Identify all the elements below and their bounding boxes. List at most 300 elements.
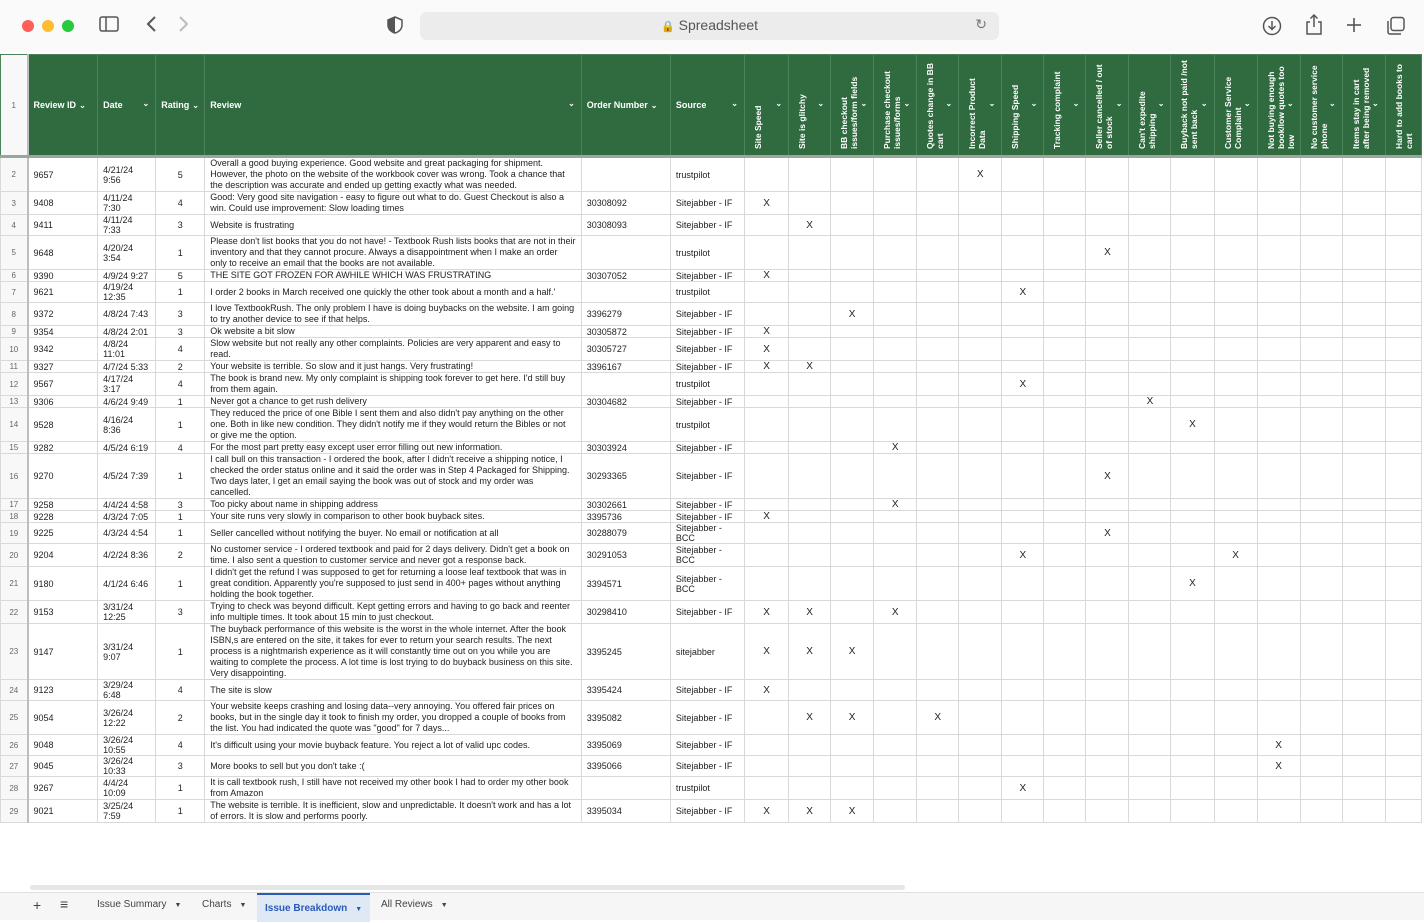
cell-source[interactable]: sitejabber: [670, 624, 744, 680]
cell-date[interactable]: 4/20/24 3:54: [98, 236, 156, 270]
cell-issue-flag[interactable]: [831, 454, 874, 499]
chevron-down-icon[interactable]: ▼: [174, 902, 182, 909]
cell-date[interactable]: 3/26/24 10:33: [98, 756, 156, 777]
cell-order-number[interactable]: 3395066: [581, 756, 670, 777]
cell-issue-flag[interactable]: X: [745, 680, 789, 701]
cell-issue-flag[interactable]: [1385, 499, 1421, 511]
cell-issue-flag[interactable]: [1129, 680, 1171, 701]
cell-order-number[interactable]: 30298410: [581, 601, 670, 624]
cell-issue-flag[interactable]: [789, 326, 831, 338]
cell-issue-flag[interactable]: [1002, 454, 1044, 499]
cell-issue-flag[interactable]: [1342, 499, 1385, 511]
cell-issue-flag[interactable]: [745, 735, 789, 756]
cell-issue-flag[interactable]: [1044, 601, 1086, 624]
cell-issue-flag[interactable]: [1385, 523, 1421, 544]
column-header-issue[interactable]: [1214, 55, 1257, 157]
cell-issue-flag[interactable]: [1257, 777, 1300, 800]
cell-issue-flag[interactable]: [1044, 701, 1086, 735]
column-header-issue[interactable]: [917, 55, 959, 157]
cell-issue-flag[interactable]: [1342, 236, 1385, 270]
cell-issue-flag[interactable]: [1129, 454, 1171, 499]
cell-issue-flag[interactable]: [1044, 338, 1086, 361]
cell-issue-flag[interactable]: [1300, 511, 1342, 523]
cell-issue-flag[interactable]: [1171, 735, 1214, 756]
cell-review[interactable]: Too picky about name in shipping address: [205, 499, 582, 511]
cell-issue-flag[interactable]: [1044, 544, 1086, 567]
row-number[interactable]: 13: [1, 396, 28, 408]
cell-issue-flag[interactable]: [874, 523, 917, 544]
column-header-issue[interactable]: [959, 55, 1002, 157]
cell-review[interactable]: The website is terrible. It is inefficient, slow and unpredictable. It doesn't work and has a lot of errors. It is slow and performs poorly.: [205, 800, 582, 823]
cell-issue-flag[interactable]: X: [959, 157, 1002, 192]
cell-issue-flag[interactable]: [1086, 326, 1129, 338]
cell-issue-flag[interactable]: X: [789, 215, 831, 236]
cell-issue-flag[interactable]: X: [745, 338, 789, 361]
tabs-overview-icon[interactable]: [1385, 16, 1407, 40]
cell-source[interactable]: trustpilot: [670, 157, 744, 192]
cell-issue-flag[interactable]: [1342, 523, 1385, 544]
cell-issue-flag[interactable]: [874, 282, 917, 303]
column-header-issue[interactable]: [1129, 55, 1171, 157]
cell-source[interactable]: Sitejabber - IF: [670, 454, 744, 499]
cell-issue-flag[interactable]: [1214, 236, 1257, 270]
cell-issue-flag[interactable]: [1385, 800, 1421, 823]
row-number[interactable]: 19: [1, 523, 28, 544]
cell-issue-flag[interactable]: [959, 601, 1002, 624]
cell-date[interactable]: 4/3/24 4:54: [98, 523, 156, 544]
cell-source[interactable]: Sitejabber - IF: [670, 735, 744, 756]
cell-issue-flag[interactable]: [1129, 601, 1171, 624]
cell-date[interactable]: 4/17/24 3:17: [98, 373, 156, 396]
cell-issue-flag[interactable]: [1002, 511, 1044, 523]
cell-review-id[interactable]: 9147: [28, 624, 98, 680]
cell-order-number[interactable]: [581, 777, 670, 800]
cell-issue-flag[interactable]: [745, 499, 789, 511]
cell-date[interactable]: 4/6/24 9:49: [98, 396, 156, 408]
cell-review[interactable]: Your website keeps crashing and losing data--very annoying. You offered fair prices on books, but in the single day it took to finish my order, you dropped a couple of books from the list. You had indicated the quote was "good" for 7 days...: [205, 701, 582, 735]
cell-issue-flag[interactable]: [874, 270, 917, 282]
cell-date[interactable]: 4/16/24 8:36: [98, 408, 156, 442]
cell-issue-flag[interactable]: [1342, 454, 1385, 499]
cell-issue-flag[interactable]: [745, 396, 789, 408]
row-number[interactable]: 16: [1, 454, 28, 499]
cell-issue-flag[interactable]: [1214, 326, 1257, 338]
cell-issue-flag[interactable]: [789, 338, 831, 361]
cell-issue-flag[interactable]: [1385, 373, 1421, 396]
cell-issue-flag[interactable]: [959, 326, 1002, 338]
cell-issue-flag[interactable]: [745, 454, 789, 499]
cell-issue-flag[interactable]: X: [1171, 567, 1214, 601]
cell-issue-flag[interactable]: [1257, 442, 1300, 454]
cell-issue-flag[interactable]: [1044, 396, 1086, 408]
chevron-down-icon[interactable]: ⌄: [775, 99, 783, 108]
forward-icon[interactable]: [175, 15, 193, 37]
cell-issue-flag[interactable]: [789, 396, 831, 408]
cell-issue-flag[interactable]: [917, 408, 959, 442]
cell-issue-flag[interactable]: [789, 454, 831, 499]
cell-issue-flag[interactable]: [874, 326, 917, 338]
row-number[interactable]: 4: [1, 215, 28, 236]
cell-issue-flag[interactable]: [1044, 777, 1086, 800]
cell-issue-flag[interactable]: [1257, 511, 1300, 523]
cell-source[interactable]: Sitejabber - IF: [670, 701, 744, 735]
cell-issue-flag[interactable]: [1342, 373, 1385, 396]
cell-review-id[interactable]: 9258: [28, 499, 98, 511]
cell-issue-flag[interactable]: [917, 499, 959, 511]
cell-issue-flag[interactable]: [1214, 523, 1257, 544]
cell-issue-flag[interactable]: [831, 192, 874, 215]
cell-issue-flag[interactable]: [1257, 282, 1300, 303]
chevron-down-icon[interactable]: ⌄: [568, 99, 575, 108]
cell-issue-flag[interactable]: [917, 442, 959, 454]
cell-date[interactable]: 4/21/24 9:56: [98, 157, 156, 192]
cell-issue-flag[interactable]: [917, 601, 959, 624]
cell-issue-flag[interactable]: [1257, 215, 1300, 236]
cell-issue-flag[interactable]: [917, 735, 959, 756]
cell-issue-flag[interactable]: [959, 567, 1002, 601]
cell-issue-flag[interactable]: [1257, 601, 1300, 624]
cell-review-id[interactable]: 9390: [28, 270, 98, 282]
cell-review[interactable]: They reduced the price of one Bible I sent them and also didn't pay anything on the other one. Both in like new condition. They didn't notify me if they would return the Bibles or not or give me the option.: [205, 408, 582, 442]
cell-issue-flag[interactable]: [1342, 303, 1385, 326]
cell-review[interactable]: Slow website but not really any other complaints. Policies are very apparent and easy to read.: [205, 338, 582, 361]
cell-issue-flag[interactable]: [1086, 338, 1129, 361]
column-header-issue[interactable]: [1300, 55, 1342, 157]
cell-source[interactable]: Sitejabber - IF: [670, 756, 744, 777]
cell-issue-flag[interactable]: [874, 408, 917, 442]
chevron-down-icon[interactable]: ⌄: [142, 99, 150, 108]
cell-review-id[interactable]: 9567: [28, 373, 98, 396]
chevron-down-icon[interactable]: ⌄: [1328, 99, 1336, 108]
cell-issue-flag[interactable]: [1044, 523, 1086, 544]
cell-issue-flag[interactable]: [1086, 680, 1129, 701]
cell-issue-flag[interactable]: [1002, 499, 1044, 511]
cell-issue-flag[interactable]: X: [789, 701, 831, 735]
cell-issue-flag[interactable]: [1171, 454, 1214, 499]
cell-issue-flag[interactable]: [959, 701, 1002, 735]
cell-issue-flag[interactable]: [1086, 800, 1129, 823]
cell-issue-flag[interactable]: [1086, 701, 1129, 735]
cell-issue-flag[interactable]: [874, 567, 917, 601]
cell-issue-flag[interactable]: [1086, 270, 1129, 282]
cell-issue-flag[interactable]: [789, 735, 831, 756]
cell-issue-flag[interactable]: [831, 396, 874, 408]
cell-issue-flag[interactable]: [1002, 680, 1044, 701]
cell-issue-flag[interactable]: [1044, 215, 1086, 236]
cell-issue-flag[interactable]: [1086, 601, 1129, 624]
cell-issue-flag[interactable]: [789, 282, 831, 303]
cell-order-number[interactable]: 30307052: [581, 270, 670, 282]
cell-rating[interactable]: 3: [156, 756, 205, 777]
cell-order-number[interactable]: 30302661: [581, 499, 670, 511]
cell-review[interactable]: The buyback performance of this website is the worst in the whole internet. After the book ISBN,s are entered on the site, it takes for ever to return your search results. The next process is a nightmarish experience as it will constantly time out on you while you are waiting to complete the process. A lot time is lost trying to do buyback business on this site. Very disappointing.: [205, 624, 582, 680]
cell-issue-flag[interactable]: [831, 270, 874, 282]
cell-rating[interactable]: 2: [156, 701, 205, 735]
cell-review[interactable]: No customer service - I ordered textbook and paid for 2 days delivery. Didn't get a book on time. I also sent a question to customer service and never got a response back.: [205, 544, 582, 567]
cell-source[interactable]: Sitejabber - BCC: [670, 544, 744, 567]
cell-issue-flag[interactable]: [1129, 777, 1171, 800]
cell-issue-flag[interactable]: [1129, 756, 1171, 777]
cell-issue-flag[interactable]: [874, 373, 917, 396]
cell-issue-flag[interactable]: [1129, 408, 1171, 442]
cell-issue-flag[interactable]: [1385, 544, 1421, 567]
cell-date[interactable]: 4/4/24 10:09: [98, 777, 156, 800]
row-number[interactable]: 1: [1, 55, 28, 157]
cell-issue-flag[interactable]: [1171, 361, 1214, 373]
cell-issue-flag[interactable]: [789, 442, 831, 454]
cell-order-number[interactable]: 3395069: [581, 735, 670, 756]
cell-order-number[interactable]: 30308093: [581, 215, 670, 236]
cell-issue-flag[interactable]: [874, 756, 917, 777]
cell-issue-flag[interactable]: [1086, 499, 1129, 511]
cell-source[interactable]: Sitejabber - IF: [670, 511, 744, 523]
cell-review-id[interactable]: 9180: [28, 567, 98, 601]
cell-issue-flag[interactable]: [1214, 408, 1257, 442]
cell-issue-flag[interactable]: [1044, 326, 1086, 338]
cell-issue-flag[interactable]: [1257, 373, 1300, 396]
column-header-issue[interactable]: [1002, 55, 1044, 157]
cell-issue-flag[interactable]: [1044, 282, 1086, 303]
cell-issue-flag[interactable]: [917, 777, 959, 800]
cell-issue-flag[interactable]: [1086, 624, 1129, 680]
cell-issue-flag[interactable]: [959, 523, 1002, 544]
cell-review-id[interactable]: 9225: [28, 523, 98, 544]
cell-issue-flag[interactable]: [1171, 303, 1214, 326]
cell-issue-flag[interactable]: [874, 777, 917, 800]
cell-issue-flag[interactable]: [831, 338, 874, 361]
cell-issue-flag[interactable]: [917, 624, 959, 680]
cell-issue-flag[interactable]: [959, 215, 1002, 236]
row-number[interactable]: 14: [1, 408, 28, 442]
cell-issue-flag[interactable]: X: [874, 499, 917, 511]
cell-issue-flag[interactable]: [1257, 499, 1300, 511]
cell-issue-flag[interactable]: [959, 777, 1002, 800]
cell-issue-flag[interactable]: [1385, 338, 1421, 361]
cell-issue-flag[interactable]: [1342, 326, 1385, 338]
cell-review[interactable]: Overall a good buying experience. Good website and great packaging for shipment. However, the photo on the website of the workbook cover was wrong. Took a chance that the description was accurate and ended up getting exactly what was needed.: [205, 157, 582, 192]
cell-review[interactable]: I call bull on this transaction - I ordered the book, after I didn't receive a shipping notice, I checked the order status online and it said the order was in Step 4 Packaged for Shipping. Two days later, I get an email saying the book was out of stock and my order was cancelled.: [205, 454, 582, 499]
cell-issue-flag[interactable]: [917, 511, 959, 523]
chevron-down-icon[interactable]: ⌄: [817, 99, 825, 108]
cell-issue-flag[interactable]: [1044, 236, 1086, 270]
cell-issue-flag[interactable]: [1300, 270, 1342, 282]
cell-issue-flag[interactable]: [1129, 157, 1171, 192]
minimize-window-button[interactable]: [42, 20, 54, 32]
cell-issue-flag[interactable]: [1214, 511, 1257, 523]
tab-all-reviews[interactable]: [381, 899, 448, 910]
cell-issue-flag[interactable]: [1086, 396, 1129, 408]
cell-issue-flag[interactable]: [1342, 701, 1385, 735]
row-number[interactable]: 21: [1, 567, 28, 601]
cell-order-number[interactable]: [581, 373, 670, 396]
cell-issue-flag[interactable]: X: [789, 601, 831, 624]
column-header-issue[interactable]: [1257, 55, 1300, 157]
cell-source[interactable]: Sitejabber - IF: [670, 270, 744, 282]
cell-issue-flag[interactable]: [789, 408, 831, 442]
cell-issue-flag[interactable]: [959, 544, 1002, 567]
cell-issue-flag[interactable]: [789, 777, 831, 800]
cell-issue-flag[interactable]: [1044, 192, 1086, 215]
cell-issue-flag[interactable]: [959, 735, 1002, 756]
cell-issue-flag[interactable]: [1342, 544, 1385, 567]
sheet-list-icon[interactable]: ≡: [60, 896, 69, 912]
row-number[interactable]: 8: [1, 303, 28, 326]
cell-rating[interactable]: 1: [156, 800, 205, 823]
cell-issue-flag[interactable]: [1385, 396, 1421, 408]
row-number[interactable]: 11: [1, 361, 28, 373]
chevron-down-icon[interactable]: ⌄: [650, 101, 658, 110]
cell-issue-flag[interactable]: [831, 408, 874, 442]
cell-issue-flag[interactable]: [917, 326, 959, 338]
tab-charts[interactable]: [202, 899, 246, 910]
cell-issue-flag[interactable]: [1002, 303, 1044, 326]
cell-issue-flag[interactable]: [959, 282, 1002, 303]
cell-issue-flag[interactable]: [874, 624, 917, 680]
chevron-down-icon[interactable]: ⌄: [731, 99, 738, 108]
cell-issue-flag[interactable]: [1171, 192, 1214, 215]
cell-review[interactable]: Ok website a bit slow: [205, 326, 582, 338]
row-number[interactable]: 26: [1, 735, 28, 756]
cell-issue-flag[interactable]: [1002, 800, 1044, 823]
cell-source[interactable]: Sitejabber - IF: [670, 361, 744, 373]
cell-issue-flag[interactable]: [917, 544, 959, 567]
cell-issue-flag[interactable]: [1214, 282, 1257, 303]
cell-issue-flag[interactable]: [1086, 282, 1129, 303]
cell-issue-flag[interactable]: [874, 680, 917, 701]
cell-issue-flag[interactable]: [1385, 408, 1421, 442]
chevron-down-icon[interactable]: ⌄: [988, 99, 996, 108]
cell-issue-flag[interactable]: [745, 408, 789, 442]
cell-issue-flag[interactable]: [831, 282, 874, 303]
cell-issue-flag[interactable]: [1300, 215, 1342, 236]
cell-review-id[interactable]: 9342: [28, 338, 98, 361]
row-number[interactable]: 28: [1, 777, 28, 800]
cell-issue-flag[interactable]: [917, 373, 959, 396]
cell-date[interactable]: 4/1/24 6:46: [98, 567, 156, 601]
cell-review[interactable]: I didn't get the refund I was supposed to get for returning a loose leaf textbook that was in great condition. Apparently you're supposed to just send in 400+ pages without anything holding the book together.: [205, 567, 582, 601]
cell-issue-flag[interactable]: [1342, 511, 1385, 523]
cell-issue-flag[interactable]: [959, 192, 1002, 215]
cell-rating[interactable]: 1: [156, 567, 205, 601]
cell-issue-flag[interactable]: [1385, 236, 1421, 270]
cell-issue-flag[interactable]: [1086, 511, 1129, 523]
cell-review[interactable]: More books to sell but you don't take :(: [205, 756, 582, 777]
cell-issue-flag[interactable]: [745, 756, 789, 777]
cell-issue-flag[interactable]: [1171, 373, 1214, 396]
cell-issue-flag[interactable]: [959, 408, 1002, 442]
cell-issue-flag[interactable]: [1002, 567, 1044, 601]
cell-issue-flag[interactable]: [1214, 800, 1257, 823]
close-window-button[interactable]: [22, 20, 34, 32]
cell-issue-flag[interactable]: [874, 735, 917, 756]
row-number[interactable]: 24: [1, 680, 28, 701]
cell-issue-flag[interactable]: [831, 511, 874, 523]
cell-issue-flag[interactable]: [1171, 601, 1214, 624]
cell-issue-flag[interactable]: [1129, 236, 1171, 270]
cell-issue-flag[interactable]: [1044, 499, 1086, 511]
cell-order-number[interactable]: 30288079: [581, 523, 670, 544]
cell-issue-flag[interactable]: [959, 442, 1002, 454]
cell-issue-flag[interactable]: [874, 361, 917, 373]
cell-issue-flag[interactable]: X: [1086, 454, 1129, 499]
cell-issue-flag[interactable]: [1385, 680, 1421, 701]
cell-issue-flag[interactable]: [1171, 800, 1214, 823]
cell-rating[interactable]: 1: [156, 282, 205, 303]
cell-issue-flag[interactable]: [1086, 777, 1129, 800]
cell-issue-flag[interactable]: [917, 523, 959, 544]
cell-issue-flag[interactable]: [874, 157, 917, 192]
cell-issue-flag[interactable]: [1342, 270, 1385, 282]
cell-order-number[interactable]: 3395424: [581, 680, 670, 701]
column-header-order-number[interactable]: [581, 55, 670, 157]
cell-date[interactable]: 4/9/24 9:27: [98, 270, 156, 282]
cell-review-id[interactable]: 9408: [28, 192, 98, 215]
cell-issue-flag[interactable]: [1342, 680, 1385, 701]
cell-issue-flag[interactable]: [789, 680, 831, 701]
cell-issue-flag[interactable]: [1171, 511, 1214, 523]
cell-issue-flag[interactable]: [1002, 701, 1044, 735]
cell-issue-flag[interactable]: [1300, 192, 1342, 215]
cell-issue-flag[interactable]: [1342, 338, 1385, 361]
cell-issue-flag[interactable]: [1129, 192, 1171, 215]
cell-issue-flag[interactable]: [1257, 157, 1300, 192]
cell-issue-flag[interactable]: [831, 442, 874, 454]
cell-rating[interactable]: 4: [156, 442, 205, 454]
cell-review[interactable]: Good: Very good site navigation - easy to figure out what to do. Guest Checkout is also a win. Could use improvement: Slow loading times: [205, 192, 582, 215]
cell-order-number[interactable]: 30291053: [581, 544, 670, 567]
row-number[interactable]: 25: [1, 701, 28, 735]
cell-issue-flag[interactable]: [1086, 215, 1129, 236]
chevron-down-icon[interactable]: ⌄: [1157, 99, 1165, 108]
cell-issue-flag[interactable]: [1214, 567, 1257, 601]
cell-rating[interactable]: 3: [156, 326, 205, 338]
cell-issue-flag[interactable]: [1171, 442, 1214, 454]
cell-issue-flag[interactable]: [1257, 408, 1300, 442]
cell-issue-flag[interactable]: [831, 499, 874, 511]
cell-source[interactable]: Sitejabber - IF: [670, 303, 744, 326]
cell-issue-flag[interactable]: [789, 544, 831, 567]
cell-issue-flag[interactable]: [959, 338, 1002, 361]
cell-issue-flag[interactable]: [1044, 735, 1086, 756]
cell-issue-flag[interactable]: [745, 236, 789, 270]
cell-issue-flag[interactable]: [1129, 523, 1171, 544]
cell-source[interactable]: Sitejabber - BCC: [670, 567, 744, 601]
cell-issue-flag[interactable]: [874, 236, 917, 270]
cell-issue-flag[interactable]: [1257, 624, 1300, 680]
cell-issue-flag[interactable]: [789, 523, 831, 544]
cell-issue-flag[interactable]: [1086, 544, 1129, 567]
cell-issue-flag[interactable]: [1086, 361, 1129, 373]
cell-review-id[interactable]: 9267: [28, 777, 98, 800]
cell-order-number[interactable]: [581, 282, 670, 303]
cell-issue-flag[interactable]: [1002, 624, 1044, 680]
cell-issue-flag[interactable]: [1342, 361, 1385, 373]
cell-issue-flag[interactable]: [1342, 442, 1385, 454]
share-icon[interactable]: [1304, 14, 1324, 40]
cell-rating[interactable]: 5: [156, 157, 205, 192]
chevron-down-icon[interactable]: ⌄: [1072, 99, 1080, 108]
cell-issue-flag[interactable]: [1171, 236, 1214, 270]
cell-issue-flag[interactable]: [917, 157, 959, 192]
cell-date[interactable]: 3/25/24 7:59: [98, 800, 156, 823]
cell-issue-flag[interactable]: X: [1002, 373, 1044, 396]
cell-rating[interactable]: 3: [156, 303, 205, 326]
cell-issue-flag[interactable]: [1300, 756, 1342, 777]
chevron-down-icon[interactable]: ⌄: [860, 99, 868, 108]
cell-issue-flag[interactable]: [1385, 511, 1421, 523]
cell-issue-flag[interactable]: [1300, 800, 1342, 823]
cell-date[interactable]: 4/5/24 6:19: [98, 442, 156, 454]
